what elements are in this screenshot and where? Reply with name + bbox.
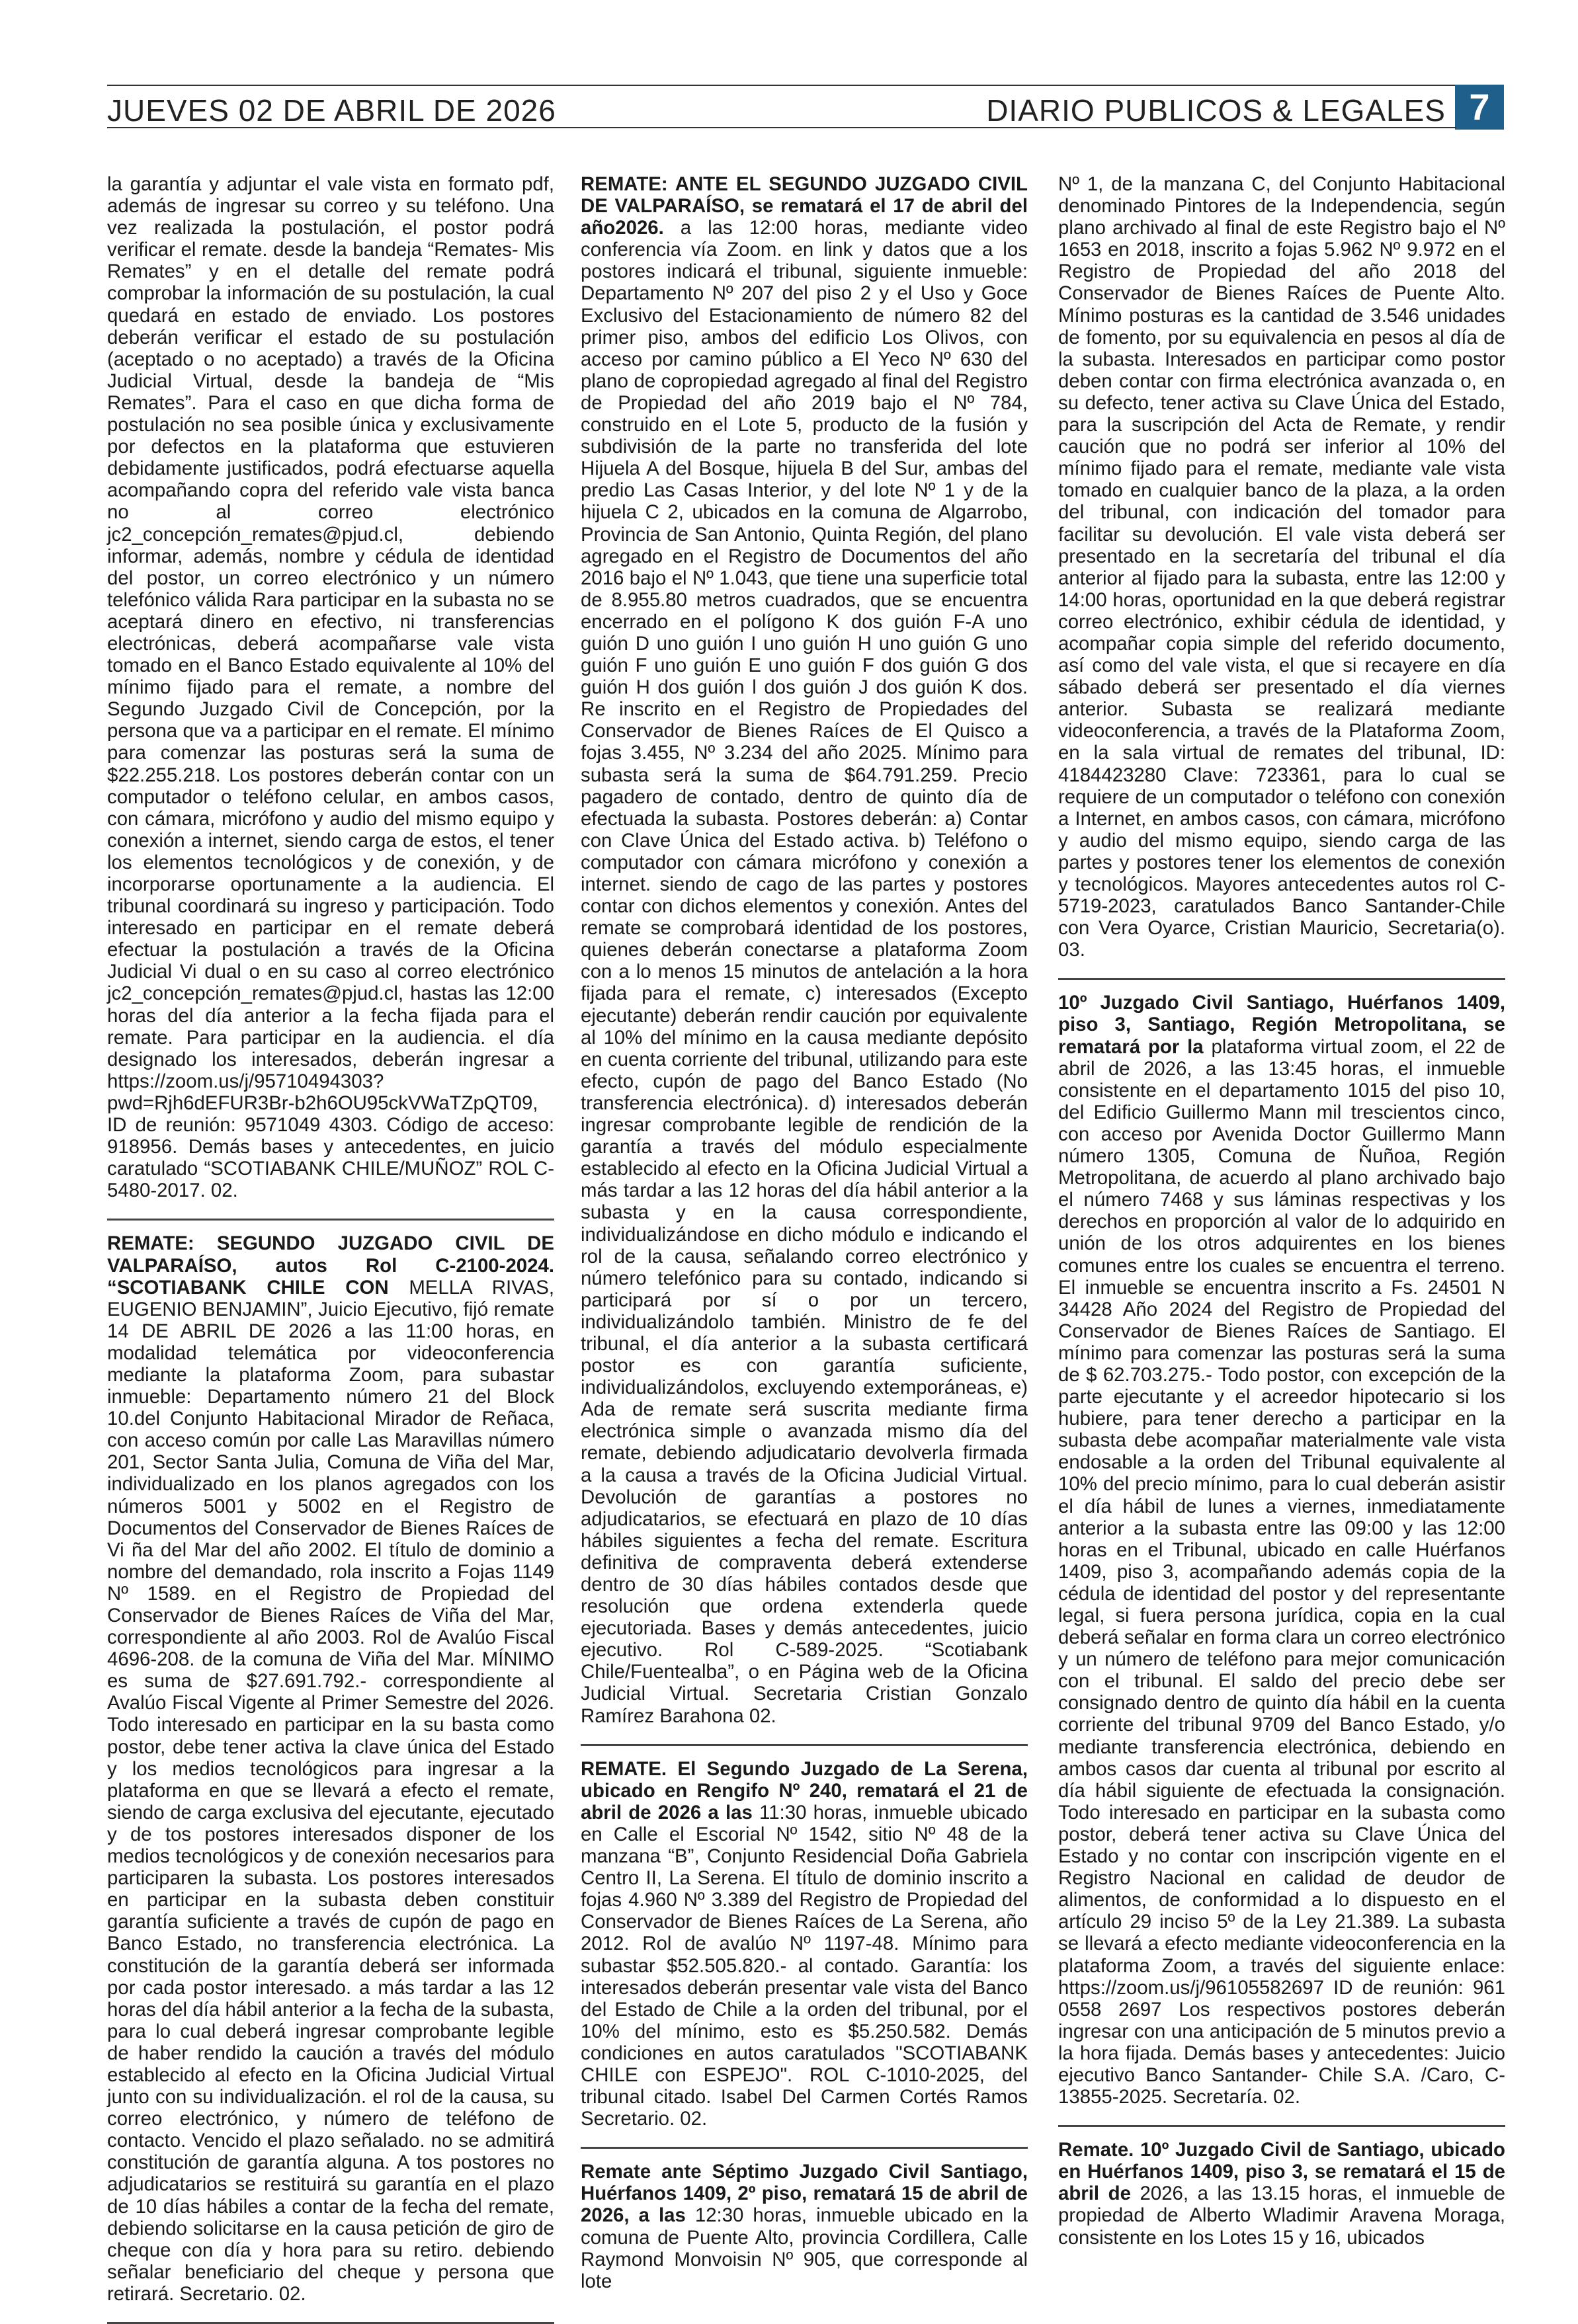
notice-body: 11:30 horas, inmueble ubicado en Calle el Escorial Nº 1542, sitio Nº 48 de la manzana “B”, Conjunto Residencial Doña Gabriela Centro II, La Serena. El título de dominio inscrito a fojas 4.960 Nº 3.389 del Registro de Propiedad del Conservador de Bienes Raíces de La Serena, año 2012. Rol de avalúo Nº 1197-48. Mínimo para subastar $52.505.820.- al contado. Garantía: los interesados deberán presentar vale vista del Banco del Estado de Chile a la orden del tribunal, por el 10% del mínimo, esto es $5.250.582. Demás condiciones en autos caratulados "SCOTIABANK CHILE con ESPEJO". ROL C-1010-2025, del tribunal citado. Isabel Del Carmen Cortés Ramos Secretario. 02.: [581, 1801, 1028, 2130]
notice-valparaiso-c589: [581, 173, 1028, 1744]
notice-10-civil-santiago: [1058, 992, 1505, 2125]
notice-la-serena: [581, 1758, 1028, 2147]
notice-10-civil-santiago-lotes: [1058, 2139, 1505, 2265]
notice-separator: [1058, 978, 1505, 980]
notice-heading: REMATE: ANTE EL SEGUNDO JUZGADO CIVIL DE VALPARAÍSO, se rematará el 17 de abril del año2026.: [581, 173, 1028, 239]
column-2: [581, 173, 1028, 2292]
notice-continued: [107, 173, 554, 1219]
notice-body: a las 12:00 horas, mediante video conferencia vía Zoom. en link y datos que a los postores indicará el tribunal, siguiente inmueble: Departamento Nº 207 del piso 2 y el Uso y Goce Exclusivo del Estacionamiento de número 82 del primer piso, ambos del edificio Los Olivos, con acceso por camino público a El Yeco Nº 630 del plano de copropiedad agregado al final del Registro de Propiedad del año 2019 bajo el Nº 784, construido en el Lote 5, producto de la fusión y subdivisión de la parte no transferida del lote Hijuela A del Bosque, hijuela B del Sur, ambas del predio Las Casas Interior, y del lote Nº 1 y de la hijuela C 2, ubicados en la comuna de Algarrobo, Provincia de San Antonio, Quinta Región, del plano agregado en el Registro de Documentos del año 2016 bajo el Nº 1.043, que tiene una superficie total de 8.955.80 metros cuadrados, que se encuentra encerrado en el polígono K dos guión F-A uno guión D uno guión I uno guión H uno guión G uno guión F uno guión E uno guión F dos guión G dos guión H dos guión l dos guión J dos guión K dos. Re inscrito en el Registro de Propiedades del Conservador de Bienes Raíces de El Quisco a fojas 3.455, Nº 3.234 del año 2025. Mínimo para subasta será la suma de $64.791.259. Precio pagadero de contado, dentro de quinto día de efectuada la subasta. Postores deberán: a) Contar con Clave Única del Estado activa. b) Teléfono o computador con cámara micrófono y conexión a internet. siendo de cago de las partes y postores contar con dichos elementos y conexión. Antes del remate se comprobará identidad de los postores, quienes deberán conectarse a plataforma Zoom con a lo menos 15 minutos de antelación a la hora fijada para el remate, c) interesados (Excepto ejecutante) deberán rendir caución por equivalente al 10% del mínimo en la causa mediante depósito en cuenta corriente del tribunal, utilizando para este efecto, cupón de pago del Banco Estado (No transferencia electrónica). d) interesados deberán ingresar comprobante legible de rendición de la garantía a través del módulo especialmente establecido al efecto en la Oficina Judicial Virtual a más tardar a las 12 horas del día hábil anterior a la subasta y en la causa correspondiente, individualizándose en dicho módulo e indicando el rol de la causa, señalando correo electrónico y número telefónico para su contado, indicando si participará por sí o por un tercero, individualizándolo también. Ministro de fe del tribunal, el día anterior a la subasta certificará postor es con garantía suficiente, individualizándolos, excluyendo extemporáneas, e) Ada de remate será suscrita mediante firma electrónica simple o avanzada mismo día del remate, debiendo adjudicatario devolverla firmada a la causa a través de la Oficina Judicial Virtual. Devolución de garantías a postores no adjudicatarios, se efectuará en plazo de 10 días hábiles siguientes a fecha del remate. Escritura definitiva de compraventa deberá extenderse dentro de 30 días hábiles contados desde que resolución que ordena extenderla quede ejecutoriada. Bases y demás antecedentes, juicio ejecutivo. Rol C-589-2025. “Scotiabank Chile/Fuentealba”, o en Página web de la Oficina Judicial Virtual. Secretaria Cristian Gonzalo Ramírez Barahona 02.: [581, 217, 1028, 1727]
column-1: [107, 173, 554, 2305]
notice-body: MELLA RIVAS, EUGENIO BENJAMIN”, Juicio Ejecutivo, fijó remate 14 DE ABRIL DE 2026 a las 11:00 horas, en modalidad telemática por videoconferencia mediante la plataforma Zoom, para subastar inmueble: Departamento número 21 del Block 10.del Conjunto Habitacional Mirador de Reñaca, con acceso común por calle Las Maravillas número 201, Sector Santa Julia, Comuna de Viña del Mar, individualizado en los planos agregados con los números 5001 y 5002 en el Registro de Documentos del Conservador de Bienes Raíces de Vi ña del Mar del año 2002. El título de dominio a nombre del demandado, rola inscrito a Fojas 1149 Nº 1589. en el Registro de Propiedad del Conservador de Bienes Raíces de Viña del Mar, correspondiente al año 2003. Rol de Avalúo Fiscal 4696-208. de la comuna de Viña del Mar. MÍNIMO es suma de $27.691.792.- correspondiente al Avalúo Fiscal Vigente al Primer Semestre del 2026. Todo interesado en participar en la su basta como postor, debe tener activa la clave única del Estado y los medios tecnológicos para ingresar a la plataforma en que se llevará a efecto el remate, siendo de carga exclusiva del ejecutante, ejecutado y de tos postores interesados disponer de los medios tecnológicos y de conexión necesarios para participaren la subasta. Los postores interesados en participar en la subasta deben constituir garantía suficiente a través de cupón de pago en Banco Estado, no transferencia electrónica. La constitución de la garantía deberá ser informada por cada postor interesado. a más tardar a las 12 horas del día hábil anterior a la fecha de la subasta, para lo cual deberá ingresar comprobante legible de haber rendido la caución a través del módulo establecido al efecto en la Oficina Judicial Virtual junto con su individualización. el rol de la causa, su correo electrónico, y número de teléfono de contacto. Vencido el plazo señalado. no se admitirá constitución de garantía alguna. A tos postores no adjudicatarios se restituirá su garantía en el plazo de 10 días hábiles a contar de la fecha del remate, debiendo solicitarse en la causa petición de giro de cheque con día y hora para su retiro. debiendo señalar beneficiario del cheque y persona que retirará. Secretario. 02.: [107, 1276, 554, 2305]
page-number: 7: [1455, 85, 1504, 130]
notice-heading: Remate. 10º Juzgado Civil de Santiago, ubicado en Huérfanos 1409, piso 3, se rematará el 15 de abril de: [1058, 2139, 1505, 2205]
notice-body: 12:30 horas, inmueble ubicado en la comuna de Puente Alto, provincia Cordillera, Calle Raymond Monvoisin Nº 905, que corresponde al lote: [581, 2204, 1028, 2292]
notice-separator: [1058, 2125, 1505, 2127]
column-3: [1058, 173, 1505, 2289]
notice-body: plataforma virtual zoom, el 22 de abril de 2026, a las 13:45 horas, el inmueble consistente en el departamento 1015 del piso 10, del Edificio Guillermo Mann mil trescientos cinco, con acceso por Avenida Doctor Guillermo Mann número 1305, Comuna de Ñuñoa, Región Metropolitana, de acuerdo al plano archivado bajo el número 7468 y sus láminas respectivas y los derechos en proporción al valor de lo adquirido en unión de los otros adquirentes en los bienes comunes entre los cuales se encuentra el terreno. El inmueble se encuentra inscrito a Fs. 24501 N 34428 Año 2024 del Registro de Propiedad del Conservador de Bienes Raíces de Santiago. El mínimo para comenzar las posturas será la suma de $ 62.703.275.- Todo postor, con excepción de la parte ejecutante y el acreedor hipotecario si los hubiere, para tener derecho a participar en la subasta debe acompañar materialmente vale vista endosable a la orden del Tribunal equivalente al 10% del precio mínimo, para lo cual deberán asistir el día hábil de lunes a viernes, inmediatamente anterior a la subasta entre las 09:00 y las 12:00 horas en el Tribunal, ubicado en calle Huérfanos 1409, piso 3, acompañando además copia de la cédula de identidad del postor y del representante legal, si fuera persona jurídica, copia en la cual deberá señalar en forma clara un correo electrónico y un número de teléfono para mejor comunicación con el tribunal. El saldo del precio debe ser consignado dentro de quinto día hábil en la cuenta corriente del tribunal 9709 del Banco Estado, y/o mediante transferencia electrónica, debiendo en ambos casos dar cuenta al tribunal por escrito al día hábil siguiente de efectuada la consignación. Todo interesado en participar en la subasta como postor, deberá tener activa su Clave Única del Estado y no contar con inscripción vigente en el Registro Nacional en calidad de deudor de alimentos, de conformidad a lo dispuesto en el artículo 29 inciso 5º de la Ley 21.389. La subasta se llevará a efecto mediante videoconferencia en la plataforma Zoom, a través del siguiente enlace: https://zoom.us/j/96105582697 ID de reunión: 961 0558 2697 Los respectivos postores deberán ingresar con una anticipación de 5 minutos previo a la hora fijada. Demás bases y antecedentes: Juicio ejecutivo Banco Santander- Chile S.A. /Caro, C-13855-2025. Secretaría. 02.: [1058, 1035, 1505, 2108]
issue-date: JUEVES 02 DE ABRIL DE 2026: [107, 93, 556, 128]
notice-separator: [581, 1744, 1028, 1746]
notice-heading: Remate ante Séptimo Juzgado Civil Santiago, Huérfanos 1409, 2º piso, rematará 15 de abril de 2026, a las: [581, 2161, 1028, 2227]
notice-heading: REMATE: SEGUNDO JUZGADO CIVIL DE VALPARAÍSO, autos Rol C-2100-2024. “SCOTIABANK CHILE CON: [107, 1232, 554, 1299]
notice-heading: REMATE. El Segundo Juzgado de La Serena, ubicado en Rengifo Nº 240, rematará el 21 de abril de 2026 a las: [581, 1757, 1028, 1823]
header-top-rule: [107, 85, 1456, 86]
notice-septimo-santiago: [581, 2161, 1028, 2309]
notice-valparaiso-c2100: [107, 1232, 554, 2322]
notice-body: Nº 1, de la manzana C, del Conjunto Habitacional denominado Pintores de la Independencia, según plano archivado al final de este Registro bajo el Nº 1653 en 2018, inscrito a fojas 5.962 Nº 9.972 en el Registro de Propiedad del año 2018 del Conservador de Bienes Raíces de Puente Alto. Mínimo posturas es la cantidad de 3.546 unidades de fomento, por su equivalencia en pesos al día de la subasta. Interesados en participar como postor deben contar con firma electrónica avanzada o, en su defecto, tener activa su Clave Única del Estado, para la suscripción del Acta de Remate, y rendir caución que no podrá ser inferior al 10% del mínimo fijado para el remate, mediante vale vista tomado en cualquier banco de la plaza, a la orden del tribunal, con indicación del tomador para facilitar su devolución. El vale vista deberá ser presentado en la secretaría del tribunal el día anterior al fijado para la subasta, entre las 12:00 y 14:00 horas, oportunidad en la que deberá registrar correo electrónico, exhibir cédula de identidad, y acompañar copia simple del referido documento, así como del vale vista, el que si recayere en día sábado deberá ser presentado el día viernes anterior. Subasta se realizará mediante videoconferencia, a través de la Plataforma Zoom, en la sala virtual de remates del tribunal, ID: 4184423280 Clave: 723361, para lo cual se requiere de un computador o teléfono con conexión a Internet, en ambos casos, con cámara, micrófono y audio del mismo equipo, siendo carga de las partes y postores tener los elementos de conexión y tecnológicos. Mayores antecedentes autos rol C-5719-2023, caratulados Banco Santander-Chile con Vera Oyarce, Cristian Mauricio, Secretaria(o). 03.: [1058, 173, 1505, 961]
notice-separator: [581, 2147, 1028, 2149]
notice-continued: [1058, 173, 1505, 978]
notice-heading: 10º Juzgado Civil Santiago, Huérfanos 1409, piso 3, Santiago, Región Metropolitana, se rematará por la: [1058, 992, 1505, 1058]
notice-separator: [107, 1219, 554, 1221]
notice-body: 2026, a las 13.15 horas, el inmueble de propiedad de Alberto Wladimir Aravena Moraga, consistente en los Lotes 15 y 16, ubicados: [1058, 2183, 1505, 2249]
header-bottom-rule: [107, 127, 1456, 128]
publication-name: DIARIO PUBLICOS & LEGALES: [986, 93, 1446, 128]
notice-body: la garantía y adjuntar el vale vista en formato pdf, además de ingresar su correo y su teléfono. Una vez realizada la postulación, el postor podrá verificar el remate. desde la bandeja “Remates- Mis Remates” y en el detalle del remate podrá comprobar la información de su postulación, la cual quedará en estado de enviado. Los postores deberán verificar el estado de su postulación (aceptado o no aceptado) a través de la Oficina Judicial Virtual, desde la bandeja de “Mis Remates”. Para el caso en que dicha forma de postulación no sea posible única y exclusivamente por defectos en la plataforma que estuvieren debidamente justificados, podrá efectuarse aquella acompañando copra del referido vale vista banca no al correo electrónico jc2_concepción_remates@pjud.cl, debiendo informar, además, nombre y cédula de identidad del postor, un correo electrónico y un número telefónico válida Rara participar en la subasta no se aceptará dinero en efectivo, ni transferencias electrónicas, deberá acompañarse vale vista tomado en el Banco Estado equivalente al 10% del mínimo fijado para el remate, a nombre del Segundo Juzgado Civil de Concepción, por la persona que va a participar en el remate. El mínimo para comenzar las posturas será la suma de $22.255.218. Los postores deberán contar con un computador o teléfono celular, en ambos casos, con cámara, micrófono y audio del mismo equipo y conexión a internet, siendo carga de estos, el tener los elementos tecnológicos y de conexión, y de incorporarse oportunamente a la audiencia. El tribunal coordinará su ingreso y participación. Todo interesado en participar en el remate deberá efectuar la postulación a través de la Oficina Judicial Vi dual o en su caso al correo electrónico jc2_concepción_remates@pjud.cl, hastas las 12:00 horas del día anterior a la fecha fijada para el remate. Para participar en la audiencia. el día designado los interesados, deberán ingresar a https://zoom.us/j/95710494303?pwd=Rjh6dEFUR3Br-b2h6OU95ckVWaTZpQT09, ID de reunión: 9571049 4303. Código de acceso: 918956. Demás bases y antecedentes, en juicio caratulado “SCOTIABANK CHILE/MUÑOZ” ROL C-5480-2017. 02.: [107, 173, 554, 1202]
page-header: [107, 85, 1504, 131]
